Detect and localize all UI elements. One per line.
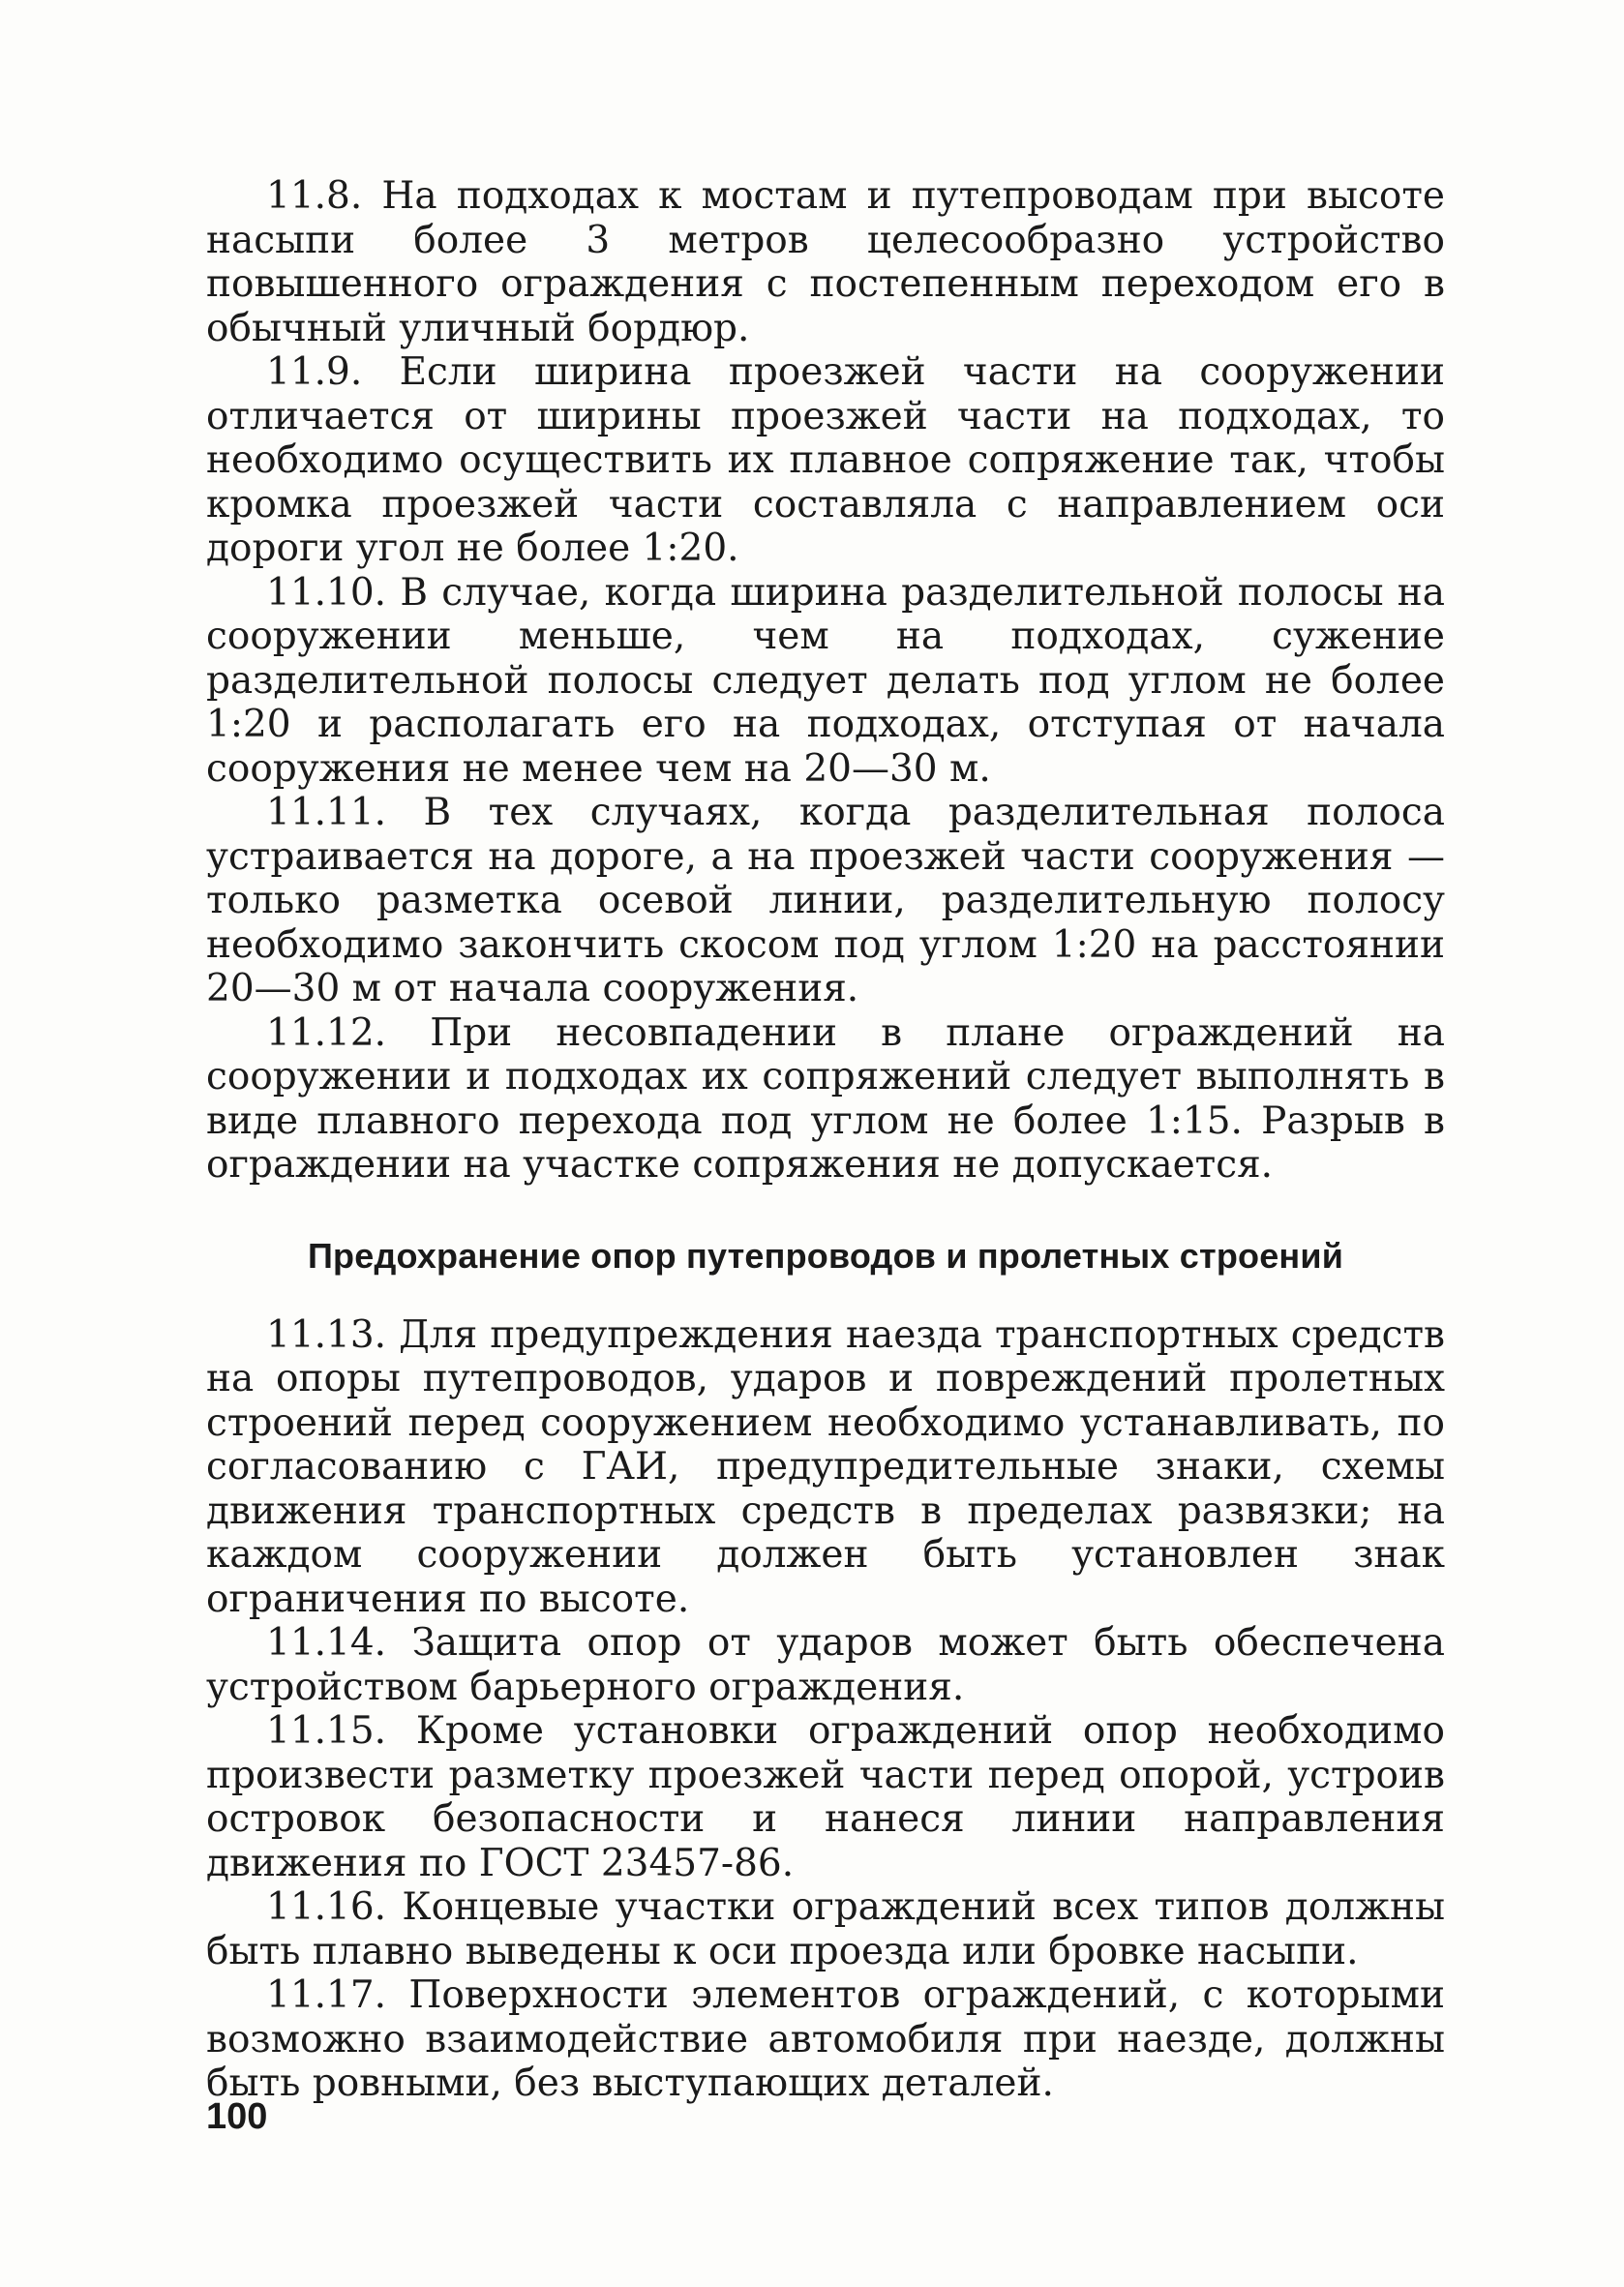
text-column	[206, 174, 1445, 2106]
paragraph-11-15: 11.15. Кроме установки ограждений опор необходимо произвести разметку проезжей части перед опорой, устроив островок безопасности и нанеся линии направления движения по ГОСТ 23457-86.	[206, 1709, 1445, 1885]
paragraph-11-17: 11.17. Поверхности элементов ограждений, с которыми возможно взаимодействие автомобиля при наезде, должны быть ровными, без выступающих деталей.	[206, 1973, 1445, 2105]
page-number: 100	[206, 2096, 268, 2137]
paragraph-11-16: 11.16. Концевые участки ограждений всех типов должны быть плавно выведены к оси проезда или бровке насыпи.	[206, 1885, 1445, 1973]
paragraph-11-13: 11.13. Для предупреждения наезда транспортных средств на опоры путепроводов, ударов и повреждений пролетных строений перед сооружением необходимо устанавливать, по согласованию с ГАИ, предупредительные знаки, схемы движения транспортных средств в пределах развязки; на каждом сооружении должен быть установлен знак ограничения по высоте.	[206, 1312, 1445, 1621]
paragraph-11-10: 11.10. В случае, когда ширина разделительной полосы на сооружении меньше, чем на подходах, сужение разделительной полосы следует делать под углом не более 1:20 и располагать его на подходах, отступая от начала сооружения не менее чем на 20—30 м.	[206, 570, 1445, 791]
section-heading: Предохранение опор путепроводов и пролетных строений	[307, 1235, 1344, 1276]
paragraph-11-12: 11.12. При несовпадении в плане ограждений на сооружении и подходах их сопряжений следует выполнять в виде плавного перехода под углом не более 1:15. Разрыв в ограждении на участке сопряжения не допускается.	[206, 1010, 1445, 1187]
paragraph-11-9: 11.9. Если ширина проезжей части на сооружении отличается от ширины проезжей части на подходах, то необходимо осуществить их плавное сопряжение так, чтобы кромка проезжей части составляла с направлением оси дороги угол не более 1:20.	[206, 350, 1445, 570]
paragraph-11-11: 11.11. В тех случаях, когда разделительная полоса устраивается на дороге, а на проезжей части сооружения — только разметка осевой линии, разделительную полосу необходимо закончить скосом под углом 1:20 на расстоянии 20—30 м от начала сооружения.	[206, 791, 1445, 1010]
paragraph-11-8: 11.8. На подходах к мостам и путепроводам при высоте насыпи более 3 метров целесообразно устройство повышенного ограждения с постепенным переходом его в обычный уличный бордюр.	[206, 174, 1445, 350]
paragraph-11-14: 11.14. Защита опор от ударов может быть обеспечена устройством барьерного ограждения.	[206, 1621, 1445, 1709]
